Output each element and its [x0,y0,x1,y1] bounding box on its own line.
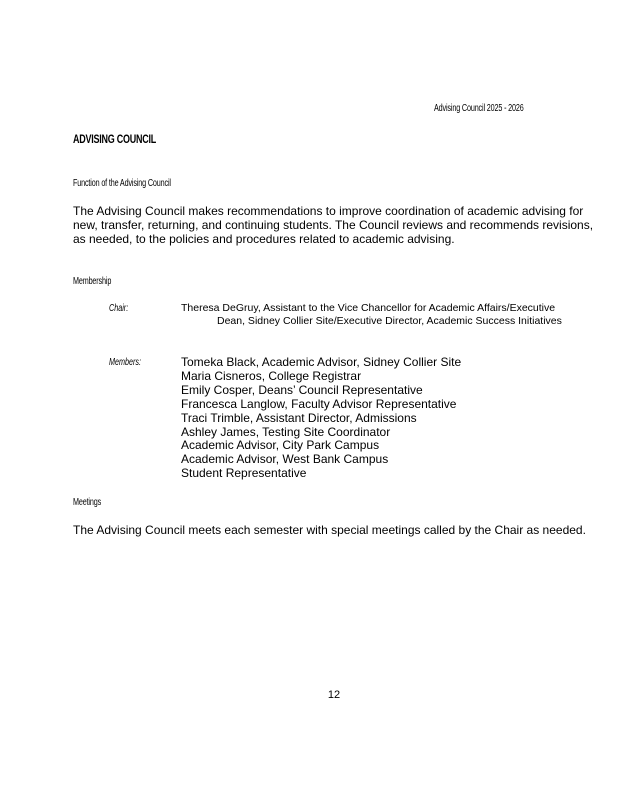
list-item: Ashley James, Testing Site Coordinator [181,424,391,439]
list-item: Francesca Langlow, Faculty Advisor Representative [181,396,457,411]
chair-label: Chair: [109,303,129,314]
members-label: Members: [109,357,142,368]
list-item: Maria Cisneros, College Registrar [181,368,362,383]
list-item: Academic Advisor, City Park Campus [181,438,380,453]
chair-line-2: Dean, Sidney Collier Site/Executive Director, Academic Success Initiatives [217,315,562,327]
function-heading: Function of the Advising Council [73,178,171,189]
list-item: Traci Trimble, Assistant Director, Admissions [181,410,417,425]
page-number: 12 [327,689,341,701]
running-header: Advising Council 2025 - 2026 [434,103,524,114]
chair-description [181,302,562,328]
function-paragraph: The Advising Council makes recommendations to improve coordination of academic advising for new, transfer, returning, and continuing students. The Council reviews and recommends revisions, as needed, to the policies and procedures related to academic advising. [73,204,594,246]
meetings-heading: Meetings [73,497,102,508]
meetings-paragraph: The Advising Council meets each semester with special meetings called by the Chair as needed. [73,523,586,537]
list-item: Student Representative [181,466,307,481]
chair-line-1: Theresa DeGruy, Assistant to the Vice Chancellor for Academic Affairs/Executive [181,302,556,314]
list-item: Academic Advisor, West Bank Campus [181,452,389,467]
membership-heading: Membership [73,276,112,287]
list-item: Tomeka Black, Academic Advisor, Sidney Collier Site [181,355,462,369]
members-list [181,356,461,481]
list-item: Emily Cosper, Deans’ Council Representative [181,382,423,397]
page-title: ADVISING COUNCIL [73,134,156,146]
